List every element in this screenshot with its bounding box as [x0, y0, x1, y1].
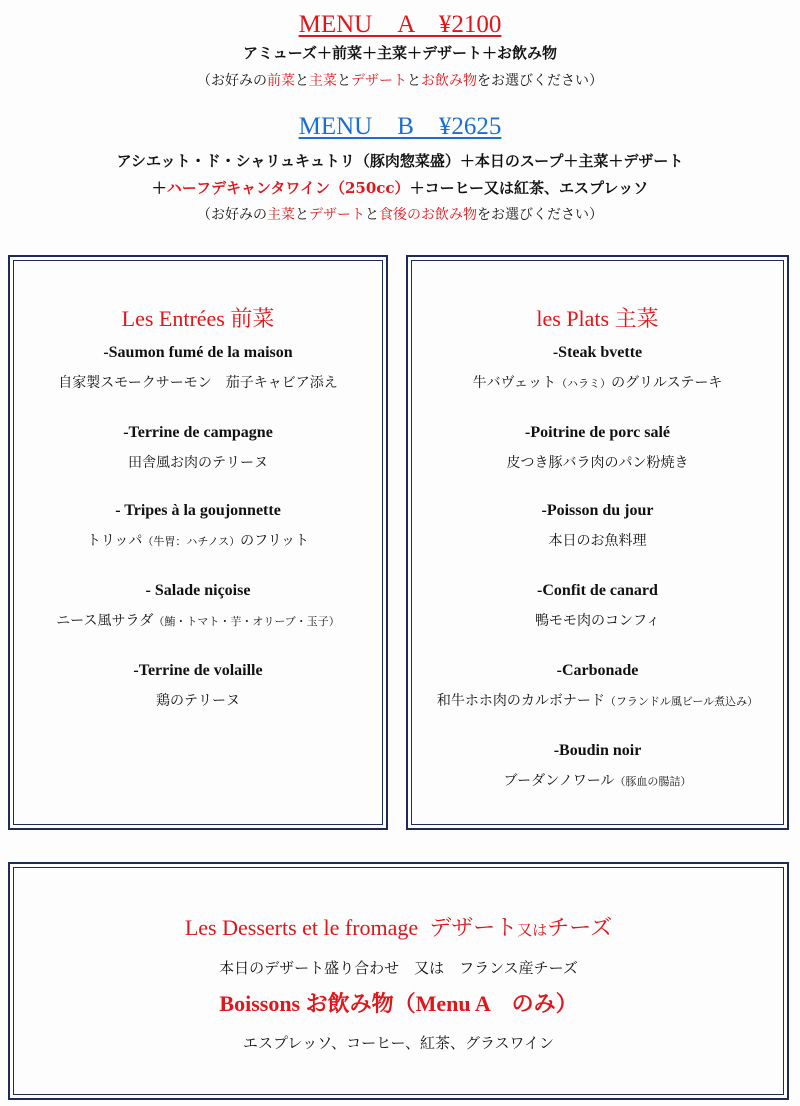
plats-box [406, 255, 789, 830]
entree-3-jp: トリッパ（牛胃：ハチノス）のフリット [86, 533, 310, 549]
menu-b-course-line2: ＋ハーフデキャンタワイン（250cc）＋コーヒー又は紅茶、エスプレッソ [151, 179, 649, 197]
menu-b-title: MENU B ¥2625 [298, 113, 502, 140]
plat-6-jp: ブーダンノワール（豚血の腸詰） [503, 773, 692, 789]
plat-1-jp: 牛バヴェット（ハラミ）のグリルステーキ [472, 375, 723, 391]
boissons-line: エスプレッソ、コーヒー、紅茶、グラスワイン [242, 1034, 555, 1052]
desserts-title: Les Desserts et le fromage デザート又はチーズ [184, 915, 613, 940]
plat-3-jp: 本日のお魚料理 [548, 533, 647, 549]
plat-5-jp: 和牛ホホ肉のカルボナード（フランドル風ビール煮込み） [436, 693, 759, 709]
desserts-line: 本日のデザート盛り合わせ 又は フランス産チーズ [219, 959, 578, 977]
entree-1-fr: -Saumon fumé de la maison [103, 344, 293, 361]
plat-5-fr: -Carbonade [556, 662, 639, 679]
entree-2-fr: -Terrine de campagne [123, 424, 273, 441]
menu-a-course: アミューズ＋前菜＋主菜＋デザート＋お飲み物 [243, 44, 557, 62]
menu-a-title: MENU A ¥2100 [298, 11, 502, 38]
plat-2-jp: 皮つき豚バラ肉のパン粉焼き [506, 455, 689, 471]
entree-3-fr: - Tripes à la goujonnette [115, 502, 281, 519]
plat-1-fr: -Steak bvette [552, 344, 643, 361]
plats-title: les Plats 主菜 [536, 306, 659, 331]
plat-4-jp: 鴨モモ肉のコンフィ [535, 613, 660, 629]
boissons-title: Boissons お飲み物（Menu A のみ） [219, 991, 578, 1016]
entree-1-jp: 自家製スモークサーモン 茄子キャビア添え [58, 375, 338, 391]
entree-5-fr: -Terrine de volaille [133, 662, 263, 679]
plat-6-fr: -Boudin noir [553, 742, 642, 759]
entree-2-jp: 田舎風お肉のテリーヌ [128, 455, 268, 471]
plat-4-fr: -Confit de canard [537, 582, 658, 599]
entrees-title: Les Entrées 前菜 [121, 306, 275, 331]
entree-5-jp: 鶏のテリーヌ [156, 693, 240, 709]
entree-4-jp: ニース風サラダ（鮪・トマト・芋・オリーブ・玉子） [56, 613, 340, 629]
desserts-box [8, 862, 789, 1100]
plat-2-fr: -Poitrine de porc salé [524, 424, 670, 441]
menu-a-note: （お好みの前菜と主菜とデザートとお飲み物をお選びください） [197, 73, 603, 89]
entrees-box [8, 255, 388, 830]
entree-4-fr: - Salade niçoise [145, 582, 251, 599]
plat-3-fr: -Poisson du jour [541, 502, 654, 519]
menu-b-course-line1: アシエット・ド・シャリュキュトリ（豚肉惣菜盛）＋本日のスープ＋主菜＋デザート [116, 152, 684, 170]
menu-b-note: （お好みの主菜とデザートと食後のお飲み物をお選びください） [197, 207, 603, 223]
